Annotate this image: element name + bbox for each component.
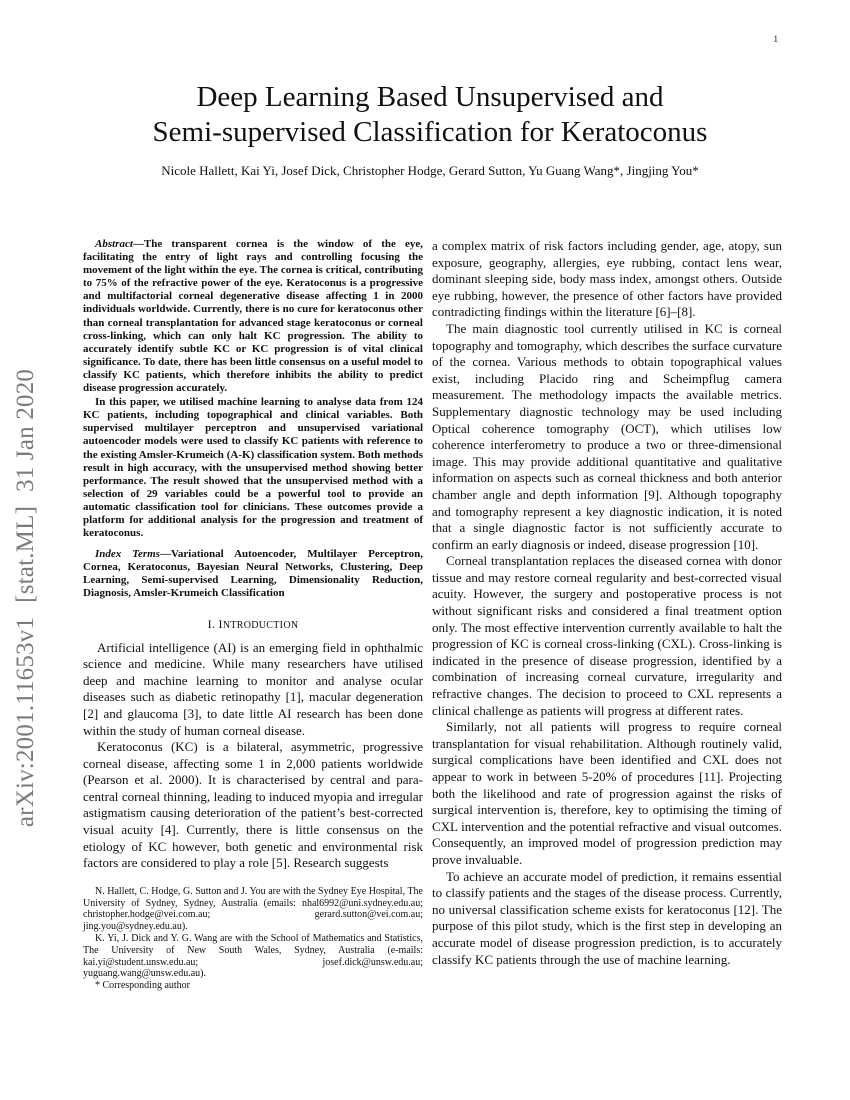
right-paragraph-1: a complex matrix of risk factors including gender, age, atopy, sun exposure, geography, allergies, eye rubbing, contact lens wear, dominant sleeping side, body mass index, amongst others. Outside eye rubbing, however, the presence of other factors have provided contradicting findings within the literature [6]–[8]. xyxy=(432,238,782,320)
right-paragraph-2: The main diagnostic tool currently utilised in KC is corneal topography and tomography, which describes the surface curvature of the cornea. Various methods to obtain topographical values exist, including Placido ring and Scheimpflug camera measurement. The methodology impacts the available metrics. Supplementary diagnostic technology may be used including Optical coherence tomography (OCT), which utilises low coherence interferometry to produce a two or three-dimensional image. This may provide additional quantitative and qualitative information on aspects such as corneal thickness and both anterior chamber angle and depth information [9]. Although topography and tomography represent a key diagnostic indication, it is noted that a single diagnostic factor is not sufficiently accurate to confirm an early diagnosis or indeed, disease progression [10]. xyxy=(432,320,782,552)
title-line-1: Deep Learning Based Unsupervised and xyxy=(196,81,664,113)
section-initial: I xyxy=(218,616,223,631)
right-paragraph-5: To achieve an accurate model of prediction, it remains essential to classify patients and the stages of the disease process. Currently, no universal classification scheme exists for keratoconus [12]. The purpose of this pilot study, which is the first step in developing an accurate model of disease progression prediction, is to accurately classify KC patients through the use of machine learning. xyxy=(432,868,782,967)
abstract-paragraph-2: In this paper, we utilised machine learning to analyse data from 124 KC patients, including topographical and clinical variables. Both supervised multilayer perceptron and unsupervised variational autoencoder models were used to classify KC patients with reference to the existing Amsler-Krumeich (A-K) classification system. Both methods result in high accuracy, with the unsupervised method showing better performance. The result showed that the unsupervised method with a selection of 29 variables could be a powerful tool to provide an automatic classification tool for clinicians. These outcomes provide a platform for additional analysis for the progression and treatment of keratoconus. xyxy=(83,396,423,540)
right-paragraph-3: Corneal transplantation replaces the diseased cornea with donor tissue and may restore corneal regularity and best-corrected visual acuity. However, the surgery and postoperative process is not without significant risks and considered a final treatment option only. The most effective intervention currently available to halt the progression of KC is corneal cross-linking (CXL). Cross-linking is indicated in the presence of disease progression, identified by a combination of increasing corneal curvature, irregularity and refractive changes. The decision to proceed to CXL represents a clinical challenge as patients will progress at different rates. xyxy=(432,553,782,718)
footnotes xyxy=(83,881,423,992)
author-list: Nicole Hallett, Kai Yi, Josef Dick, Christopher Hodge, Gerard Sutton, Yu Guang Wang*, Jingjing You* xyxy=(161,163,699,178)
section-rest: NTRODUCTION xyxy=(222,619,299,631)
index-terms xyxy=(83,548,423,600)
abstract-text-1: —The transparent cornea is the window of the eye, facilitating the entry of light rays and controlling focusing the movement of the light within the eye. The cornea is critical, contributing to 75% of the refractive power of the eye. Keratoconus is a progressive and multifactorial corneal degenerative disease affecting 1 in 2000 individuals worldwide. Currently, there is no cure for keratoconus other than corneal transplantation for advanced stage keratoconus or corneal cross-linking, which can only halt KC progression. The ability to accurately identify subtle KC or KC progression is of vital clinical significance. To date, there has been little consensus on a useful model to classify KC patients, which therefore inhibits the ability to predict disease progression accurately. xyxy=(83,238,423,395)
right-column xyxy=(432,238,782,968)
index-terms-label: Index Terms xyxy=(95,548,160,561)
title-line-2: Semi-supervised Classification for Keratoconus xyxy=(152,116,708,148)
index-terms-text: —Variational Autoencoder, Multilayer Perceptron, Cornea, Keratoconus, Bayesian Neural Networks, Clustering, Deep Learning, Semi-supervised Learning, Dimensionality Reduction, Diagnosis, Amsler-Krumeich Classification xyxy=(83,548,423,600)
arxiv-stamp xyxy=(4,318,48,878)
section-heading-introduction xyxy=(83,617,423,632)
abstract-label: Abstract xyxy=(95,238,133,250)
arxiv-date: 31 Jan 2020 xyxy=(12,368,39,492)
arxiv-category: [stat.ML] xyxy=(12,505,39,603)
footnote-2: K. Yi, J. Dick and Y. G. Wang are with the School of Mathematics and Statistics, The University of New South Wales, Sydney, Australia (e-mails: kai.yi@student.unsw.edu.au; josef.dick@unsw.edu.au; yuguang.wang@unsw.edu.au). xyxy=(83,933,423,980)
page-number: 1 xyxy=(773,34,778,44)
intro-paragraph-1: Artificial intelligence (AI) is an emerging field in ophthalmic science and medicine. While many researchers have utilised deep and machine learning to monitor and analyse ocular diseases such as diabetic retinopathy [1], macular degeneration [2] and glaucoma [3], to date little AI research has been done within the study of human corneal disease. xyxy=(83,639,423,738)
abstract-paragraph-1 xyxy=(83,238,423,395)
footnote-3: * Corresponding author xyxy=(95,980,190,992)
arxiv-id: arXiv:2001.11653v1 xyxy=(12,616,39,828)
section-numeral: I. xyxy=(207,616,216,631)
footnote-1: N. Hallett, C. Hodge, G. Sutton and J. You are with the Sydney Eye Hospital, The University of Sydney, Sydney, Australia (emails: nhal6992@uni.sydney.edu.au; christopher.hodge@vei.com.au; gerard.sutton@vei.com.au; jing.you@sydney.edu.au). xyxy=(83,885,423,933)
intro-paragraph-2: Keratoconus (KC) is a bilateral, asymmetric, progressive corneal disease, affecting some 1 in 2,000 patients worldwide (Pearson et al. 2000). It is characterised by central and para-central corneal thinning, leading to induced myopia and irregular astigmatism causing deterioration of the patient’s best-corrected visual acuity [4]. Currently, there is little consensus on the etiology of KC however, both genetic and environmental risk factors are considered to play a role [5]. Research suggests xyxy=(83,739,423,871)
left-column xyxy=(83,238,423,992)
paper-title xyxy=(70,80,790,150)
right-paragraph-4: Similarly, not all patients will progress to require corneal transplantation for visual rehabilitation. Although routinely valid, surgical complications have been identified and CXL does not appear to work in between 5-20% of procedures [11]. Projecting both the likelihood and rate of progression against the risks of surgical intervention is, therefore, key to optimising the timing of CXL intervention and the potential refractive and visual outcomes. Consequently, an improved model of progression prediction may prove invaluable. xyxy=(432,719,782,867)
